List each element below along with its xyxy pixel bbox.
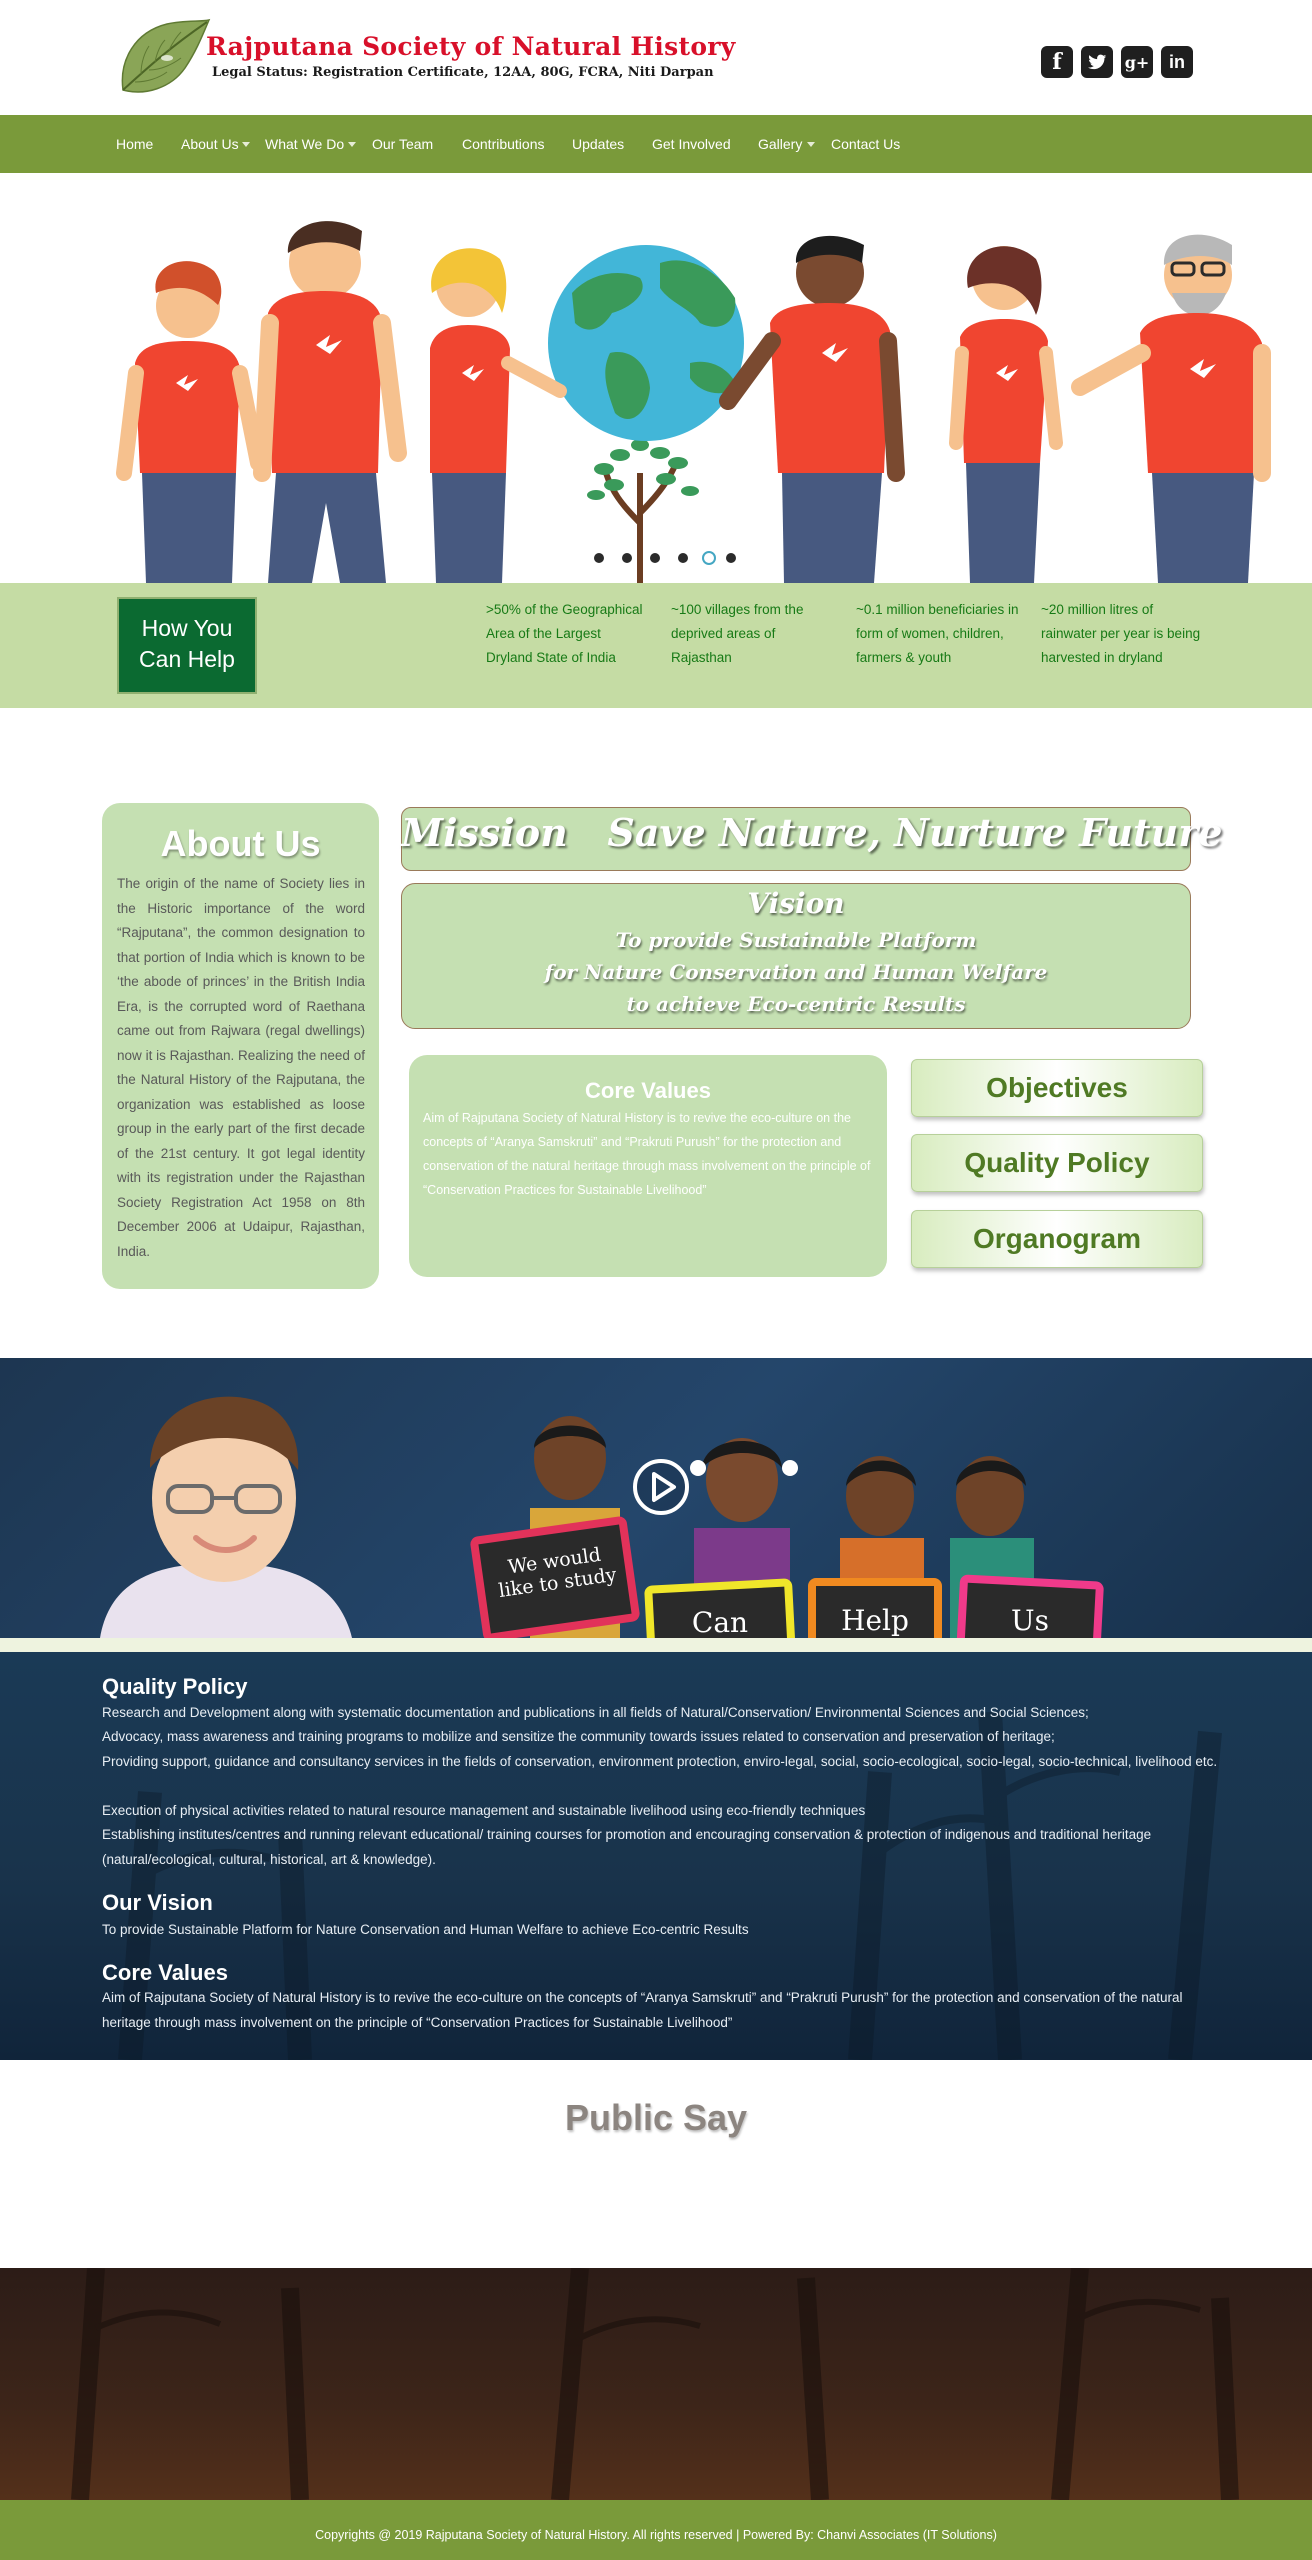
play-icon[interactable] (632, 1458, 690, 1516)
slate-text: Us (1011, 1604, 1049, 1637)
organogram-button[interactable]: Organogram (911, 1210, 1203, 1268)
nav-gallery[interactable]: Gallery (758, 136, 803, 152)
slate-text: We would like to study (497, 1543, 618, 1603)
slider-dot[interactable] (594, 553, 604, 563)
nav-home[interactable]: Home (116, 136, 154, 152)
vision-title: Vision (747, 887, 845, 920)
about-title: About Us (160, 823, 321, 864)
nav-updates[interactable]: Updates (572, 136, 625, 152)
mission-text: Mission Save Nature, Nurture Future (401, 810, 1223, 855)
leaf-logo-icon[interactable] (115, 18, 213, 100)
slider-dot[interactable] (726, 553, 736, 563)
our-vision-title: Our Vision (102, 1890, 213, 1915)
quality-policy-title: Quality Policy (102, 1674, 248, 1699)
video-banner (0, 1358, 1312, 1638)
our-vision-text: To provide Sustainable Platform for Nature Conservation and Human Welfare to achieve Eco-centric Results (102, 1922, 749, 1937)
about-text: The origin of the name of Society lies in the Historic importance of the word “Rajputana”, the common designation to that portion of India which is known to be ‘the abode of princes’ in the British India Era, is the corrupted word of Raethana came out from Rajwara (regal dwellings) now it is Rajasthan. Realizing the need of the Natural History of the Rajputana, the organization was established as loose group in the early part of the first decade of the 21st century. It got legal identity with its registration under the Rajasthan Society Registration Act 1958 on 8th December 2006 at Udaipur, Rajasthan, India. (117, 876, 365, 1259)
nav-contact-us[interactable]: Contact Us (831, 136, 901, 152)
forest-photo (0, 2268, 1312, 2500)
quality-policy-item: Providing support, guidance and consultancy services in the fields of conservation, environment protection, enviro-legal, social, socio-ecological, socio-legal, socio-technical, livelihood etc. (102, 1754, 1218, 1769)
core-values-body: Aim of Rajputana Society of Natural History is to revive the eco-culture on the concepts of “Aranya Samskruti” and “Prakruti Purush” for the protection and conservation of the natural heritage through mass involvement on the principle of “Conservation Practices for Sustainable Livelihood” (102, 1990, 1183, 2030)
quality-policy-button[interactable]: Quality Policy (911, 1134, 1203, 1192)
vision-line: To provide Sustainable Platform (615, 928, 977, 952)
legal-status: Legal Status: Registration Certificate, 12AA, 80G, FCRA, Niti Darpan (212, 65, 714, 80)
slider-dot-active[interactable] (702, 551, 716, 565)
objectives-button[interactable]: Objectives (911, 1059, 1203, 1117)
impact-stat: >50% of the Geographical Area of the Largest Dryland State of India (486, 602, 643, 665)
core-values-heading: Core Values (102, 1960, 228, 1985)
facebook-icon[interactable]: f (1041, 46, 1073, 78)
nav-our-team[interactable]: Our Team (372, 136, 434, 152)
nav-about-us[interactable]: About Us (181, 136, 239, 152)
twitter-icon[interactable] (1081, 46, 1113, 78)
google-plus-icon[interactable]: g+ (1121, 46, 1153, 78)
quality-policy-item: Research and Development along with systematic documentation and publications in all fields of Natural/Conservation/ Environmental Sciences and Social Sciences; (102, 1705, 1089, 1720)
chevron-down-icon (242, 142, 250, 147)
slider-dot[interactable] (650, 553, 660, 563)
chevron-down-icon (807, 142, 815, 147)
quality-policy-item: Advocacy, mass awareness and training programs to mobilize and sensitize the community towards issues related to conservation and preservation of heritage; (102, 1729, 1055, 1744)
core-values-text: Aim of Rajputana Society of Natural History is to revive the eco-culture on the concepts of “Aranya Samskruti” and “Prakruti Purush” for the protection and conservation of the natural heritage through mass involvement on the principle of “Conservation Practices for Sustainable Livelihood” (423, 1111, 871, 1197)
impact-stat: ~20 million litres of rainwater per year is being harvested in dryland (1041, 602, 1201, 665)
help-button-line1: How You (141, 615, 233, 641)
slider-dot[interactable] (622, 553, 632, 563)
site-title[interactable]: Rajputana Society of Natural History (206, 32, 736, 61)
help-button-line2: Can Help (139, 646, 235, 672)
twitter-bird-icon (1086, 51, 1108, 73)
slate-text: Can (691, 1606, 749, 1638)
impact-stat: ~100 villages from the deprived areas of Rajasthan (671, 602, 804, 665)
core-values-title: Core Values (585, 1078, 711, 1103)
chevron-down-icon (348, 142, 356, 147)
impact-stat: ~0.1 million beneficiaries in form of women, children, farmers & youth (856, 602, 1019, 665)
nav-get-involved[interactable]: Get Involved (652, 136, 731, 152)
nav-what-we-do[interactable]: What We Do (265, 136, 345, 152)
how-you-can-help-button[interactable] (117, 597, 257, 694)
slate-text: Help (841, 1604, 909, 1637)
linkedin-icon[interactable]: in (1161, 46, 1193, 78)
quality-policy-item: Execution of physical activities related to natural resource management and sustainable livelihood using eco-friendly techniques (102, 1803, 866, 1818)
quality-policy-item: Establishing institutes/centres and running relevant educational/ training courses for promotion and encouraging conservation & protection of indigenous and traditional heritage (natural/ecological, cultural, historical, art & knowledge). (102, 1827, 1152, 1867)
public-say-title: Public Say (564, 2097, 748, 2138)
hero-slider (0, 173, 1312, 583)
divider-strip (0, 1638, 1312, 1652)
copyright-text: Copyrights @ 2019 Rajputana Society of Natural History. All rights reserved | Powered By: Chanvi Associates (IT Solutions) (315, 2528, 997, 2542)
nav-contributions[interactable]: Contributions (462, 136, 545, 152)
slider-dot[interactable] (678, 553, 688, 563)
volunteers-illustration (0, 173, 1312, 583)
vision-line: for Nature Conservation and Human Welfare (544, 960, 1048, 984)
forest-footer-image (0, 2268, 1312, 2500)
globe-icon (548, 245, 744, 441)
vision-line: to achieve Eco-centric Results (626, 992, 966, 1016)
